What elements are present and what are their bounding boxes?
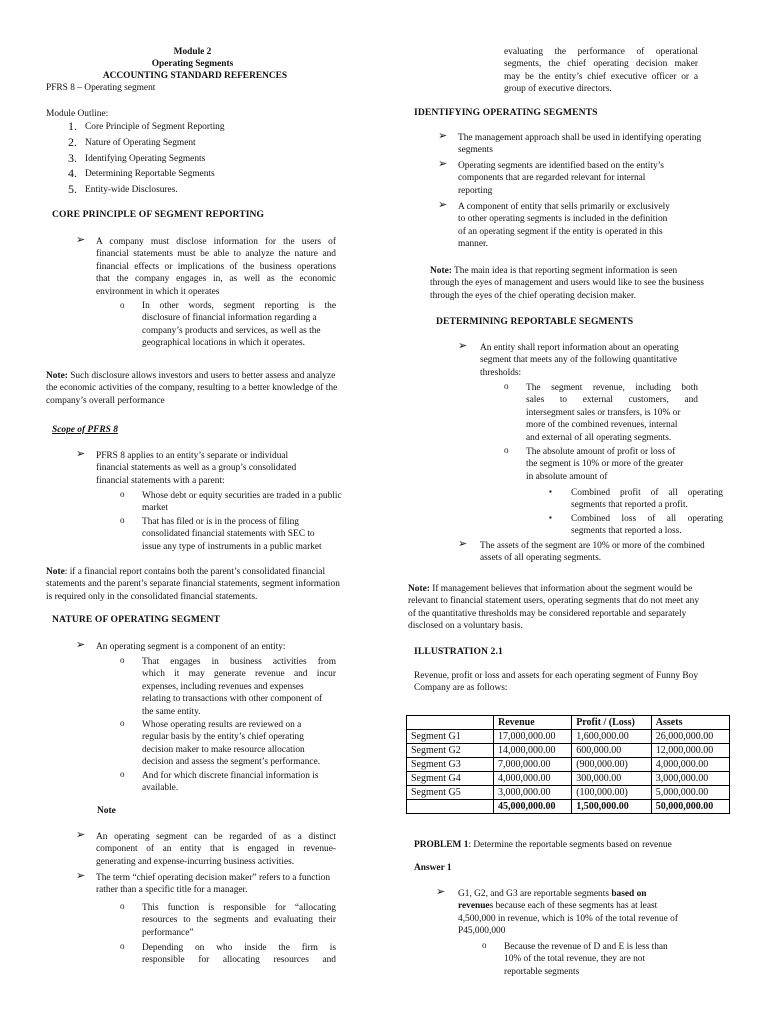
heading-determining: DETERMINING REPORTABLE SEGMENTS (436, 316, 634, 327)
nature-sub-3: And for which discrete financial information is available. (142, 771, 319, 794)
answer-1-label: Answer 1 (414, 863, 452, 873)
scope-sub-1: Whose debt or equity securities are traded in a public market (142, 491, 342, 514)
nature-sub-2: Whose operating results are reviewed on a regular basis by the entity’s chief operating decision maker to make resource allocation decision and assess the segment’s performance. (142, 720, 321, 768)
arrow-bullet-icon: ➢ (76, 448, 86, 460)
determining-note: Note: If management believes that information about the segment would be relevant to financial statement users, operating segments that do not meet any of the quantitative thresholds may be considered reportable and separately disclosed on a voluntary basis. (408, 584, 700, 632)
arrow-bullet-icon: ➢ (76, 639, 86, 651)
circle-bullet-icon: o (120, 489, 125, 499)
identifying-note: Note: The main idea is that reporting segment information is seen through the eyes of management and users would like to see the business through the eyes of the chief operating decision maker. (430, 266, 704, 301)
circle-bullet-icon: o (504, 445, 509, 455)
core-sub: In other words, segment reporting is the disclosure of financial information regarding a company’s products and services, as well as the geographical locations in which it operates. (142, 301, 336, 349)
arrow-bullet-icon: ➢ (76, 870, 86, 882)
table-row: Segment G4 4,000,000.00 300,000.00 3,000,000.00 (407, 772, 730, 786)
list-item: 1. Core Principle of Segment Reporting (68, 119, 225, 133)
list-item: 4. Determining Reportable Segments (68, 166, 215, 181)
heading-identifying: IDENTIFYING OPERATING SEGMENTS (414, 107, 598, 118)
arrow-bullet-icon: ➢ (458, 340, 468, 352)
identifying-bullet-2: Operating segments are identified based on the entity’s components that are regarded relevant for internal reporting (458, 161, 664, 196)
heading-scope: Scope of PFRS 8 (52, 425, 118, 435)
circle-bullet-icon: o (120, 718, 125, 728)
core-note: Note: Such disclosure allows investors and users to better assess and analyze the economic activities of the company, resulting to a better knowledge of the company’s overall performance (46, 371, 338, 406)
nature-bullet-3: The term “chief operating decision maker” refers to a function rather than a specific title for a manager. (96, 873, 331, 896)
scope-bullet: PFRS 8 applies to an entity’s separate or individual financial statements as well as a group’s consolidated financial statements with a parent: (96, 451, 297, 486)
determining-sub-1: The segment revenue, including both sales to external customers, and intersegment sales or transfers, is 10% or more of the combined revenues, internal and external of all operating segments. (526, 383, 698, 443)
table-header-row: Revenue Profit / (Loss) Assets (407, 716, 730, 730)
table-row: Segment G5 3,000,000.00 (100,000.00) 5,000,000.00 (407, 786, 730, 800)
arrow-bullet-icon: ➢ (76, 234, 86, 246)
table-row: Segment G3 7,000,000.00 (900,000.00) 4,000,000.00 (407, 758, 730, 772)
square-bullet-icon: ▪ (549, 513, 552, 522)
module-title: Module 2 (173, 47, 212, 57)
answer-1-bullet: G1, G2, and G3 are reportable segments based on revenues because each of these segments has at least 4,500,000 in revenue, which is 10% of the total revenue of P45,000,000 (458, 889, 678, 937)
circle-bullet-icon: o (482, 940, 487, 950)
identifying-bullet-1: The management approach shall be used in identifying operating segments (458, 133, 702, 156)
list-item: 5. Entity-wide Disclosures. (68, 182, 178, 197)
nature-bullet-3-sub-2: Depending on who inside the firm is responsible for allocating resources and (142, 943, 336, 966)
determining-bullet-1: An entity shall report information about an operating segment that meets any of the following quantitative thresholds: (480, 343, 679, 378)
problem-1: PROBLEM 1: Determine the reportable segments based on revenue (414, 840, 672, 850)
list-item: 2. Nature of Operating Segment (68, 134, 196, 149)
references-title: ACCOUNTING STANDARD REFERENCES (102, 71, 288, 81)
answer-1-sub: Because the revenue of D and E is less than 10% of the total revenue, they are not reportable segments (504, 942, 668, 977)
determining-sq-2: Combined loss of all operating segments that reported a loss. (571, 514, 723, 537)
circle-bullet-icon: o (120, 300, 125, 310)
arrow-bullet-icon: ➢ (438, 130, 448, 142)
table-row: Segment G1 17,000,000.00 1,600,000.00 26,000,000.00 (407, 730, 730, 744)
arrow-bullet-icon: ➢ (438, 158, 448, 170)
module-topic: Operating Segments (151, 59, 234, 69)
circle-bullet-icon: o (504, 381, 509, 391)
nature-note-label: Note (97, 806, 116, 816)
arrow-bullet-icon: ➢ (436, 886, 446, 898)
illustration-intro: Revenue, profit or loss and assets for each operating segment of Funny Boy Company are as follows: (414, 671, 699, 694)
circle-bullet-icon: o (120, 515, 125, 525)
identifying-bullet-3: A component of entity that sells primarily or exclusively to other operating segments is included in the definition of an operating segment if the entity is operated in this manner. (458, 202, 670, 250)
heading-core-principle: CORE PRINCIPLE OF SEGMENT REPORTING (52, 209, 265, 220)
segment-table (406, 715, 730, 814)
nature-sub-1: That engages in business activities from which it may generate revenue and incur expenses, including revenues and expenses relating to transactions with other component of the same entity. (142, 657, 336, 717)
nature-continued: evaluating the performance of operational segments, the chief operating decision maker may be the entity’s chief executive officer or a group of executive directors. (504, 47, 698, 95)
nature-bullet-3-sub-1: This function is responsible for “allocating resources to the segments and evaluating their performance” (142, 903, 336, 938)
outline-list (55, 119, 315, 198)
heading-nature: NATURE OF OPERATING SEGMENT (52, 614, 221, 625)
reference-line: PFRS 8 – Operating segment (46, 83, 156, 93)
scope-sub-2: That has filed or is in the process of filing consolidated financial statements with SEC to issue any type of instruments in a public market (142, 517, 322, 552)
table-row: Segment G2 14,000,000.00 600,000.00 12,000,000.00 (407, 744, 730, 758)
heading-illustration: ILLUSTRATION 2.1 (414, 646, 503, 657)
list-item: 3. Identifying Operating Segments (68, 150, 206, 165)
nature-bullet-2: An operating segment can be regarded of as a distinct component of an entity that is engaged in revenue- generating and expense-incurring business activities. (96, 832, 336, 867)
scope-note: Note: if a financial report contains both the parent’s consolidated financial statements and the parent’s separate financial statements, segment information is required only in the consolidated financial statements. (46, 567, 340, 602)
determining-sq-1: Combined profit of all operating segments that reported a profit. (571, 488, 723, 511)
determining-sub-2: The absolute amount of profit or loss of the segment is 10% or more of the greater in absolute amount of (526, 447, 684, 482)
arrow-bullet-icon: ➢ (458, 538, 468, 550)
arrow-bullet-icon: ➢ (76, 829, 86, 841)
determining-bullet-2: The assets of the segment are 10% or more of the combined assets of all operating segments. (480, 541, 705, 564)
circle-bullet-icon: o (120, 941, 125, 951)
outline-label: Module Outline: (46, 109, 109, 119)
square-bullet-icon: ▪ (549, 487, 552, 496)
circle-bullet-icon: o (120, 769, 125, 779)
circle-bullet-icon: o (120, 901, 125, 911)
arrow-bullet-icon: ➢ (438, 199, 448, 211)
circle-bullet-icon: o (120, 655, 125, 665)
table-total-row: 45,000,000.00 1,500,000.00 50,000,000.00 (407, 800, 730, 814)
nature-bullet: An operating segment is a component of an entity: (96, 642, 286, 652)
core-bullet: A company must disclose information for the users of financial statements must be able to analyze the nature and financial effects or implications of the business operations that the company engages in, as well as the economic environment in which it operates (96, 237, 336, 297)
